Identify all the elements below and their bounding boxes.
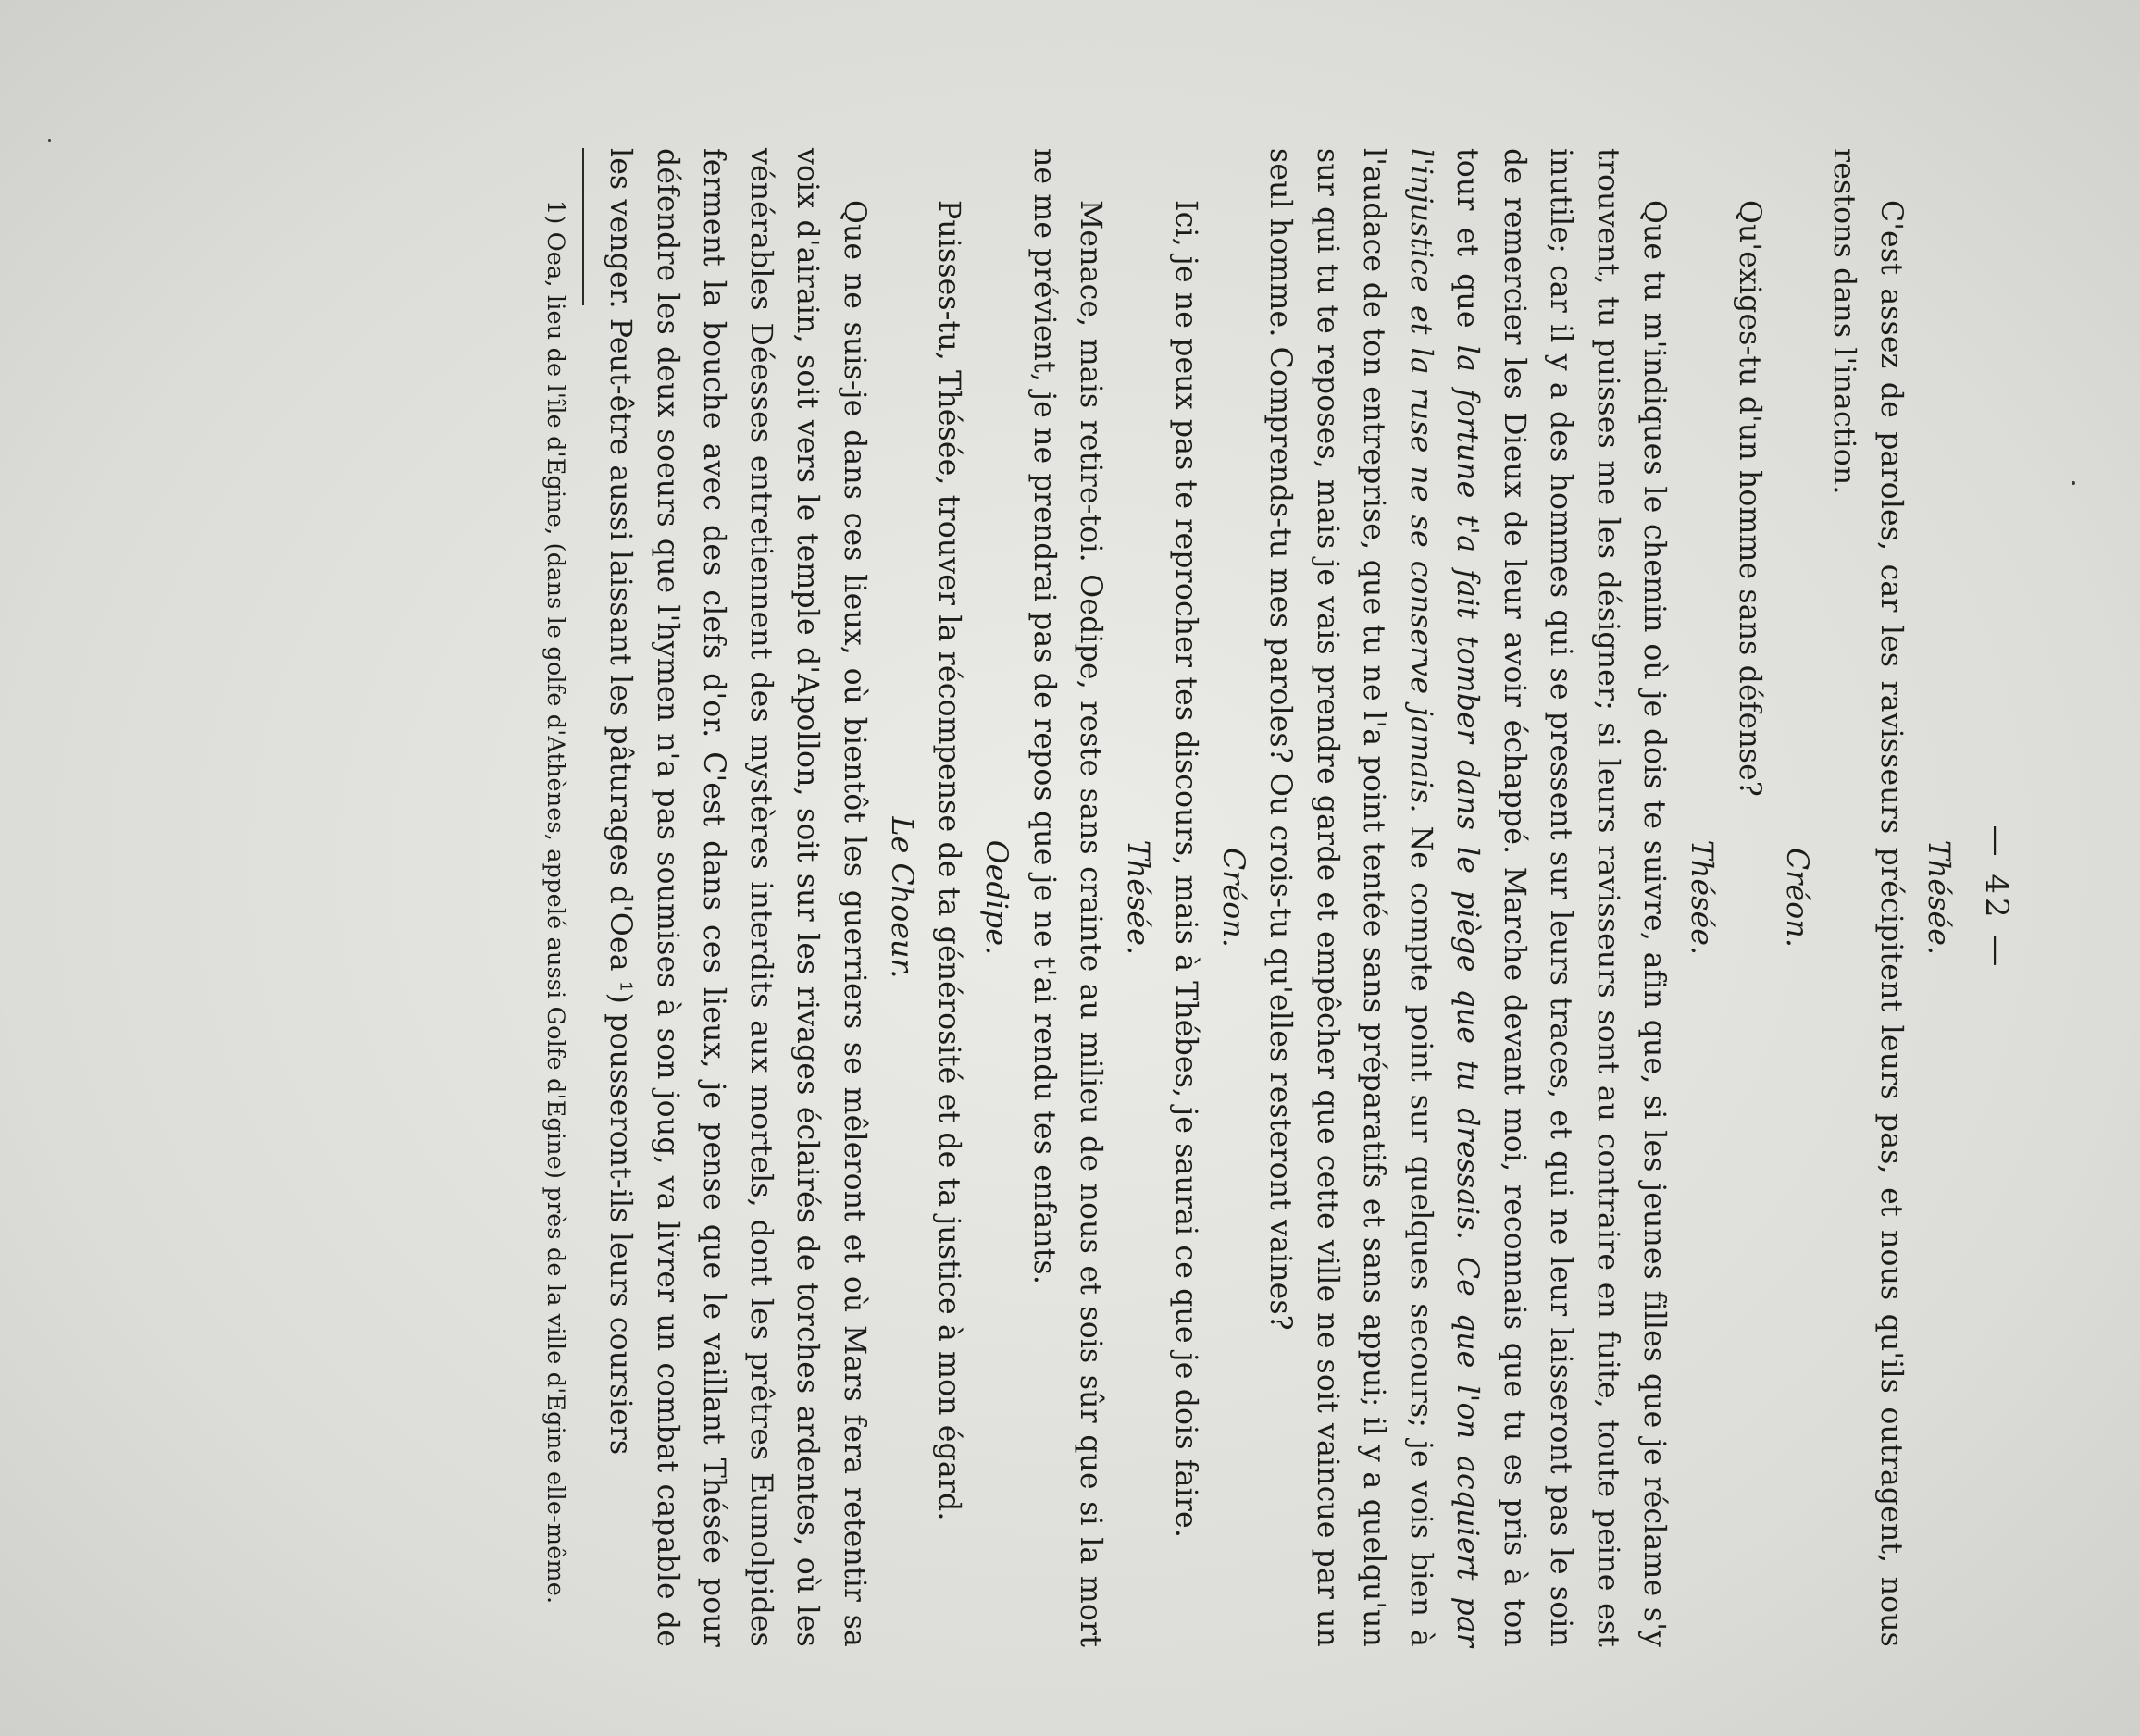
dialogue-paragraph: C'est assez de paroles, car les ravisseurs précipitent leurs pas, et nous qu'ils outragent, nous restons dans l'inaction. — [1827, 148, 1908, 1647]
footnote: 1) Oea, lieu de l'île d'Egine, (dans le golfe d'Athènes, appelé aussi Golfe d'Egine) près de la ville d'Egine elle-même. — [541, 200, 569, 1605]
speaker-label: Thésée. — [1121, 839, 1155, 956]
dialogue-text: Que tu m'indiques le chemin où je dois te suivre, afin que, si les jeunes filles que je réclame s'y trouvent, tu puisses me les désigner; si leurs ravisseurs sont au contraire en fuite, toute peine est inutile; car il y a des hommes qui se pressent sur leurs traces, et qui ne leur laisseront pas le soin de remercier les Dieux de leur avoir échappé. Marche devant moi, reconnais que tu es pris à ton tour et que — [1450, 148, 1672, 1647]
dialogue-paragraph: Puisses-tu, Thésée, trouver la récompense de ta générosité et de ta justice à mon égard. — [932, 200, 966, 1521]
dialogue-paragraph — [1257, 148, 1678, 1647]
speaker-label: Oedipe. — [979, 839, 1014, 956]
footnote-rule — [582, 148, 584, 305]
speaker-label: Thésée. — [1922, 839, 1955, 956]
page-body — [538, 148, 2020, 1647]
dialogue-paragraph: Qu'exiges-tu d'un homme sans défense? — [1733, 200, 1766, 797]
speaker-label: Thésée. — [1685, 839, 1719, 956]
dialogue-paragraph: Que ne suis-je dans ces lieux, où bientôt les guerriers se mêleront et où Mars fera retentir sa voix d'airain, soit vers le temple d'Apollon, soit sur les rivages éclairés de torches ardentes, où les vénérables Déesses entretiennent des mystères interdits aux mortels, dont les prêtres Eumolpides ferment la bouche avec des clefs d'or. C'est dans ces lieux, je pense que le vaillant Thésée pour défendre les deux soeurs que l'hymen n'a pas soumises à son joug, va livrer un combat capable de les venger. Peut-être aussi laissant les pâturages d'Oea ¹) pousseront-ils leurs coursiers — [603, 148, 871, 1647]
dialogue-paragraph: Ici, je ne peux pas te reprocher tes discours, mais à Thébes, je saurai ce que je dois faire. — [1169, 200, 1202, 1538]
dust-speck — [2072, 481, 2075, 485]
dust-speck — [48, 139, 51, 142]
speaker-label: Créon. — [1216, 848, 1250, 948]
dialogue-text: Ne compte point sur quelques secours; je vois bien à l'audace de ton entreprise, que tu ne l'a point tentée sans préparatifs et sans appui; il y a quelqu'un sur qui tu te reposes, mais je vais prendre garde et empêcher que cette ville ne soit vaincue par un seul homme. Comprends-tu mes paroles? Ou crois-tu qu'elles resteront vaines? — [1263, 148, 1437, 1648]
speaker-label: Le Choeur. — [885, 816, 918, 979]
italic-maxim: la fortune t'a fait tomber dans le piège que tu dressais. Ce que l'on acquiert par l'injustice et la ruse ne se conserve jamais. — [1404, 148, 1485, 1647]
speaker-label: Créon. — [1780, 848, 1813, 948]
page-number: — 42 — — [1978, 825, 2015, 971]
dialogue-paragraph: Menace, mais retire-toi. Oedipe, reste sans crainte au milieu de nous et sois sûr que si la mort ne me prévient, je ne prendrai pas de repos que je ne t'ai rendu tes enfants. — [1027, 148, 1108, 1647]
